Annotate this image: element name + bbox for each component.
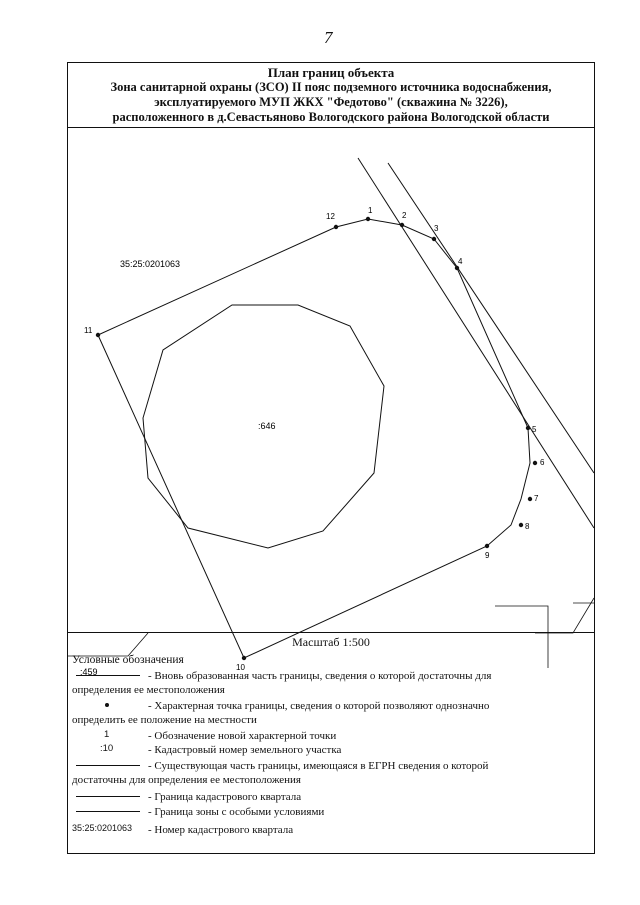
boundary-point-8 xyxy=(519,523,523,527)
boundary-point-label-12: 12 xyxy=(326,212,335,221)
boundary-point-3 xyxy=(432,237,436,241)
scale-label: Масштаб 1:500 xyxy=(292,635,370,649)
legend-symbol-existing-boundary xyxy=(72,759,144,773)
boundary-point-6 xyxy=(533,461,537,465)
boundary-point-label-7: 7 xyxy=(534,494,539,503)
boundary-points xyxy=(84,206,545,672)
legend-symbol-quarter-boundary xyxy=(72,790,144,804)
plan-frame xyxy=(67,62,595,854)
legend-text: - Характерная точка границы, сведения о которой позволяют однозначно xyxy=(148,700,490,712)
legend-symbol-quarter-number: 35:25:0201063 xyxy=(72,823,133,833)
legend-text: - Кадастровый номер земельного участка xyxy=(148,744,342,756)
legend-text: - Номер кадастрового квартала xyxy=(148,824,294,836)
page-number: 7 xyxy=(324,28,333,47)
legend-text: - Вновь образованная часть границы, сведения о которой достаточны для xyxy=(148,670,492,682)
boundary-point-label-9: 9 xyxy=(485,551,490,560)
plan-subtitle-line-1: Зона санитарной охраны (ЗСО) II пояс подземного источника водоснабжения, xyxy=(110,80,552,94)
legend-text-cont: достаточны для определения ее местоположения xyxy=(72,774,301,786)
boundary-point-9 xyxy=(485,544,489,548)
boundary-point-1 xyxy=(366,217,370,221)
legend-text: - Граница зоны с особыми условиями xyxy=(148,806,325,818)
boundary-point-11 xyxy=(96,333,100,337)
boundary-point-label-3: 3 xyxy=(434,224,439,233)
zone-boundary xyxy=(98,219,530,658)
plan-title: План границ объекта xyxy=(267,65,395,80)
boundary-point-label-6: 6 xyxy=(540,458,545,467)
legend-section xyxy=(68,632,594,855)
legend-symbol-point-label: 1 xyxy=(104,729,110,740)
plan-subtitle-line-3: расположенного в д.Севастьяново Вологодского района Вологодской области xyxy=(112,110,550,124)
boundary-point-4 xyxy=(455,266,459,270)
legend-symbol-new-boundary xyxy=(72,669,144,683)
boundary-point-label-1: 1 xyxy=(368,206,373,215)
parcel-646-label: :646 xyxy=(258,421,276,431)
quarter-number-label: 35:25:0201063 xyxy=(120,259,181,269)
boundary-point-12 xyxy=(334,225,338,229)
boundary-point-7 xyxy=(528,497,532,501)
quarter-boundary-line-1 xyxy=(358,158,594,528)
parcel-459-label: :459 xyxy=(80,667,98,677)
legend-text-cont: определения ее местоположения xyxy=(72,684,225,696)
legend-title: Условные обозначения xyxy=(72,654,184,666)
boundary-point-label-5: 5 xyxy=(532,425,537,434)
legend-text-cont: определить ее положение на местности xyxy=(72,714,257,726)
boundary-point-label-8: 8 xyxy=(525,522,530,531)
legend-text: - Граница кадастрового квартала xyxy=(148,791,302,803)
boundary-point-label-10: 10 xyxy=(236,663,245,672)
quarter-boundary-line-2 xyxy=(388,163,594,473)
boundary-point-label-4: 4 xyxy=(458,257,463,266)
plan-header xyxy=(68,63,594,128)
boundary-point-label-11: 11 xyxy=(84,326,93,335)
boundary-point-5 xyxy=(526,426,530,430)
plan-subtitle-line-2: эксплуатируемого МУП ЖКХ "Федотово" (скважина № 3226), xyxy=(154,95,508,109)
legend-text: - Существующая часть границы, имеющаяся в ЕГРН сведения о которой xyxy=(148,760,489,772)
plan-drawing xyxy=(68,128,594,698)
legend-symbol-zone-boundary xyxy=(72,805,144,819)
boundary-point-label-2: 2 xyxy=(402,211,407,220)
legend-symbol-point xyxy=(72,699,144,713)
legend-symbol-parcel-number: :10 xyxy=(100,743,114,754)
boundary-point-2 xyxy=(400,223,404,227)
legend-text: - Обозначение новой характерной точки xyxy=(148,730,337,742)
